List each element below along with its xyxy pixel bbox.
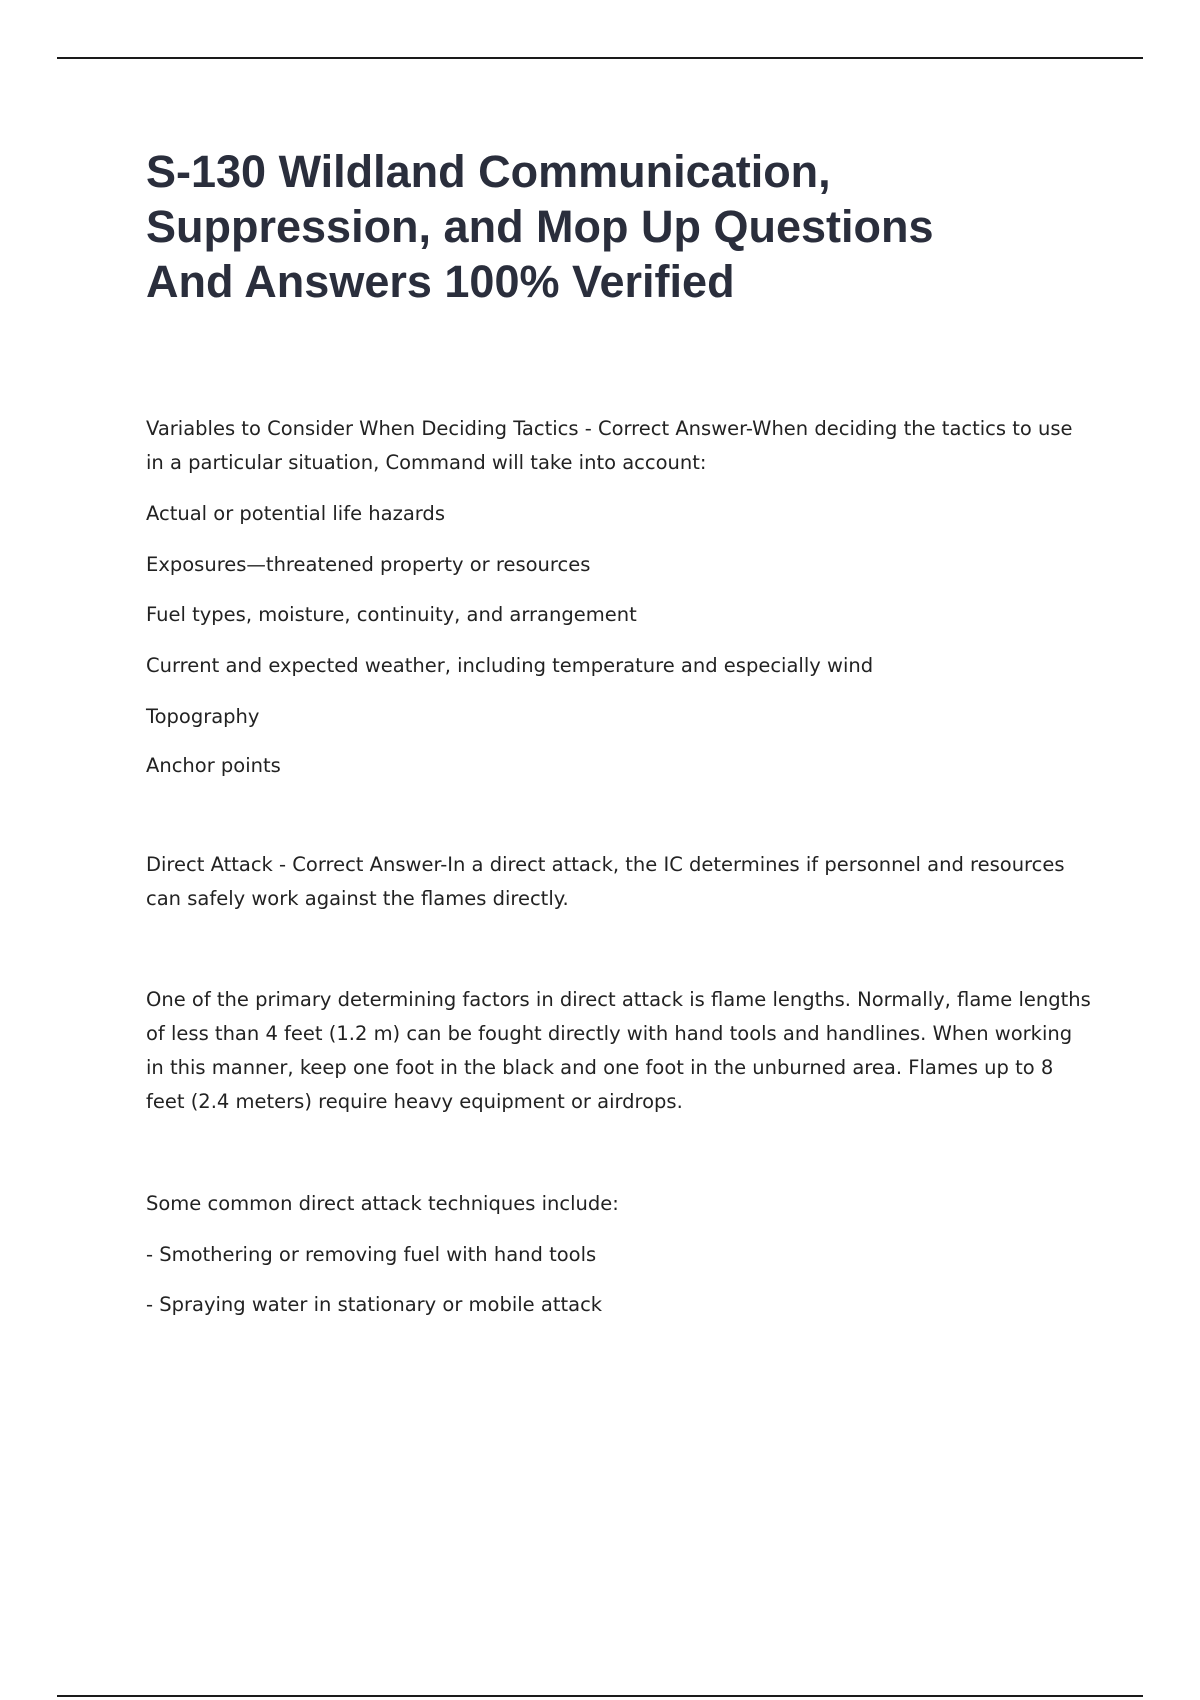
- qa-direct-attack-text: Direct Attack - Correct Answer-In a direct attack, the IC determines if personnel and resources can safely work against the flames directly.: [146, 853, 1065, 910]
- list-item: Topography: [146, 705, 260, 728]
- footer-rule: [57, 1695, 1143, 1697]
- qa-direct-attack: [146, 848, 1065, 916]
- techniques-intro: Some common direct attack techniques include:: [146, 1192, 619, 1215]
- list-item: Anchor points: [146, 754, 281, 777]
- qa-variables-text: Variables to Consider When Deciding Tactics - Correct Answer-When deciding the tactics to use in a particular situation, Command will take into account:: [146, 417, 1073, 474]
- list-item: Fuel types, moisture, continuity, and arrangement: [146, 603, 637, 626]
- title-line-2: Suppression, and Mop Up Questions: [146, 201, 934, 252]
- list-item: - Spraying water in stationary or mobile attack: [146, 1293, 603, 1316]
- list-item: Exposures—threatened property or resources: [146, 553, 591, 576]
- flame-length-paragraph: One of the primary determining factors in direct attack is flame lengths. Normally, flame lengths of less than 4 feet (1.2 m) can be fought directly with hand tools and handlines. When working in this manner, keep one foot in the black and one foot in the unburned area. Flames up to 8 feet (2.4 meters) require heavy equipment or airdrops.: [146, 988, 1091, 1113]
- header-rule: [57, 57, 1143, 59]
- list-item: Actual or potential life hazards: [146, 502, 445, 525]
- page-title: [146, 144, 1106, 309]
- list-item: Current and expected weather, including temperature and especially wind: [146, 654, 874, 677]
- qa-variables: [146, 412, 1073, 480]
- title-line-1: S-130 Wildland Communication,: [146, 146, 831, 197]
- title-line-3: And Answers 100% Verified: [146, 256, 735, 307]
- list-item: - Smothering or removing fuel with hand tools: [146, 1243, 597, 1266]
